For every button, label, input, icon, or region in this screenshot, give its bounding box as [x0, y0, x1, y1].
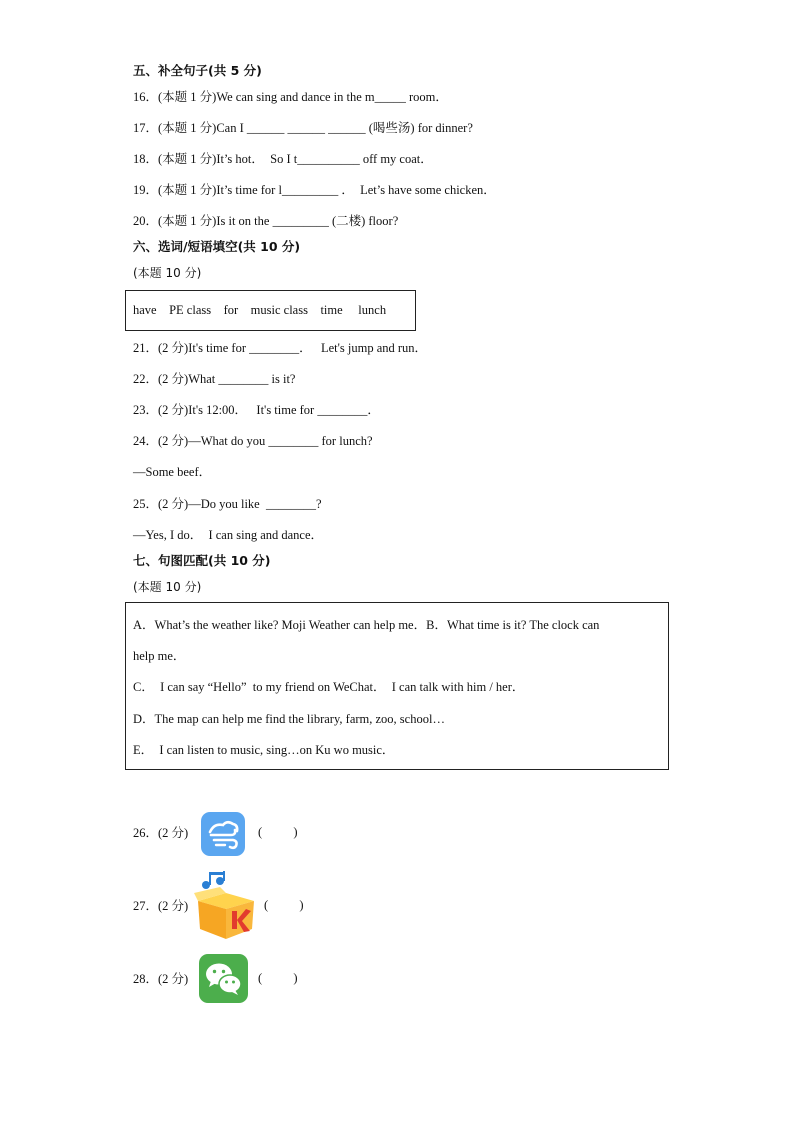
section5-heading: 五、补全句子(共 5 分) [133, 63, 262, 78]
wechat-icon [199, 954, 248, 1003]
option-line-1: A．What’s the weather like? Moji Weather can help me．B．What time is it? The clock can [133, 618, 600, 632]
option-line-2: help me． [133, 649, 186, 663]
question-24: 24．(2 分)—What do you ________ for lunch? [133, 434, 373, 448]
question-25: 25．(2 分)—Do you like ________? [133, 497, 322, 511]
option-line-3: C． I can say “Hello” to my friend on WeChat． I can talk with him / her． [133, 680, 525, 694]
answer-blank-28[interactable]: ( ) [258, 971, 298, 985]
question-19: 19．(本题 1 分)It’s time for l_________ ． Let’s have some chicken． [133, 183, 496, 197]
question-16: 16．(本题 1 分)We can sing and dance in the m_____ room． [133, 90, 448, 104]
answer-blank-27[interactable]: ( ) [264, 898, 304, 912]
section7-points: (本题 10 分) [133, 580, 202, 594]
question-27: 27．(2 分) [133, 899, 189, 913]
option-line-4: D．The map can help me find the library, farm, zoo, school… [133, 712, 445, 726]
question-23: 23．(2 分)It's 12:00． It's time for ________． [133, 403, 380, 417]
word-bank: have PE class for music class time lunch [133, 303, 387, 317]
word-bank-box [125, 290, 416, 331]
question-21: 21．(2 分)It's time for ________． Let's jump and run． [133, 341, 428, 355]
question-24-answer: —Some beef． [133, 465, 212, 479]
question-18: 18．(本题 1 分)It’s hot． So I t__________ off my coat． [133, 152, 433, 166]
question-28: 28．(2 分) [133, 972, 189, 986]
answer-blank-26[interactable]: ( ) [258, 825, 298, 839]
kuwo-music-icon [194, 871, 258, 941]
question-22: 22．(2 分)What ________ is it? [133, 372, 296, 386]
section6-heading: 六、选词/短语填空(共 10 分) [133, 239, 301, 254]
option-line-5: E． I can listen to music, sing…on Ku wo music． [133, 743, 395, 757]
question-17: 17．(本题 1 分)Can I ______ ______ ______ (喝些汤) for dinner? [133, 121, 473, 135]
moji-weather-icon [201, 812, 245, 856]
question-26: 26．(2 分) [133, 826, 189, 840]
section6-points: (本题 10 分) [133, 266, 202, 280]
section7-heading: 七、句图匹配(共 10 分) [133, 553, 271, 568]
question-20: 20．(本题 1 分)Is it on the _________ (二楼) floor? [133, 214, 399, 228]
question-25-answer: —Yes, I do． I can sing and dance． [133, 528, 324, 542]
matching-options-box [125, 602, 669, 770]
